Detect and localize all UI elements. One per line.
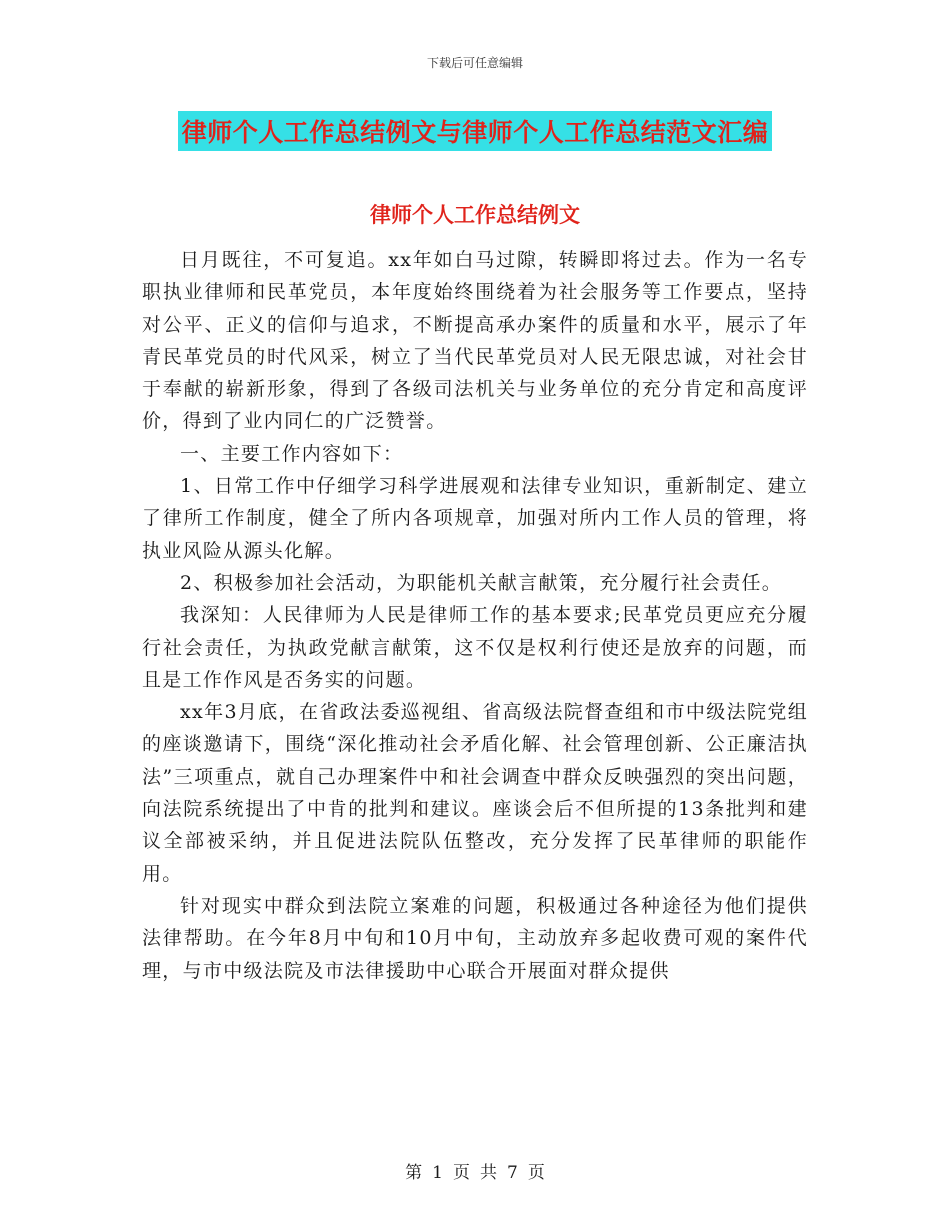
page-label-prefix: 第 (405, 1163, 423, 1183)
page-number-current: 1 (432, 1163, 443, 1183)
paragraph: 2、积极参加社会活动，为职能机关献言献策，充分履行社会责任。 (180, 571, 783, 594)
page-label-suffix: 页 (527, 1163, 545, 1183)
page-label-mid: 页 (453, 1163, 470, 1183)
header-note: 下载后可任意编辑 (426, 56, 523, 70)
paragraph: 一、主要工作内容如下： (180, 442, 404, 465)
main-title: 律师个人工作总结例文与律师个人工作总结范文汇编 (178, 111, 773, 151)
paragraph: xx年3月底，在省政法委巡视组、省高级法院督查组和市中级法院党组的座谈邀请下，围绕“深化推动社会矛盾化解、社会管理创新、公正廉洁执法”三项重点，就自己办理案件中和社会调查中群众反映强烈的突出问题，向法院系统提出了中肯的批判和建议。座谈会后不但所提的13条批判和建议全部被采纳，并且促进法院队伍整改，充分发挥了民革律师的职能作用。 (142, 701, 808, 885)
document-body (142, 244, 808, 987)
paragraph: 我深知：人民律师为人民是律师工作的基本要求;民革党员更应充分履行社会责任，为执政党献言献策，这不仅是权利行使还是放弃的问题，而且是工作作风是否务实的问题。 (142, 604, 808, 691)
page-footer (0, 1158, 950, 1183)
main-title-container (0, 111, 950, 151)
section-title: 律师个人工作总结例文 (370, 203, 580, 227)
page-total-prefix: 共 (480, 1163, 497, 1183)
page-number-total: 7 (507, 1163, 518, 1183)
paragraph: 日月既往，不可复追。xx年如白马过隙，转瞬即将过去。作为一名专职执业律师和民革党员，本年度始终围绕着为社会服务等工作要点，坚持对公平、正义的信仰与追求，不断提高承办案件的质量和水平，展示了年青民革党员的时代风采，树立了当代民革党员对人民无限忠诚，对社会甘于奉献的崭新形象，得到了各级司法机关与业务单位的充分肯定和高度评价，得到了业内同仁的广泛赞誉。 (142, 249, 808, 433)
paragraph: 针对现实中群众到法院立案难的问题，积极通过各种途径为他们提供法律帮助。在今年8月中旬和10月中旬，主动放弃多起收费可观的案件代理，与市中级法院及市法律援助中心联合开展面对群众提供 (142, 894, 808, 982)
paragraph: 1、日常工作中仔细学习科学进展观和法律专业知识，重新制定、建立了律所工作制度，健全了所内各项规章，加强对所内工作人员的管理，将执业风险从源头化解。 (142, 475, 808, 562)
